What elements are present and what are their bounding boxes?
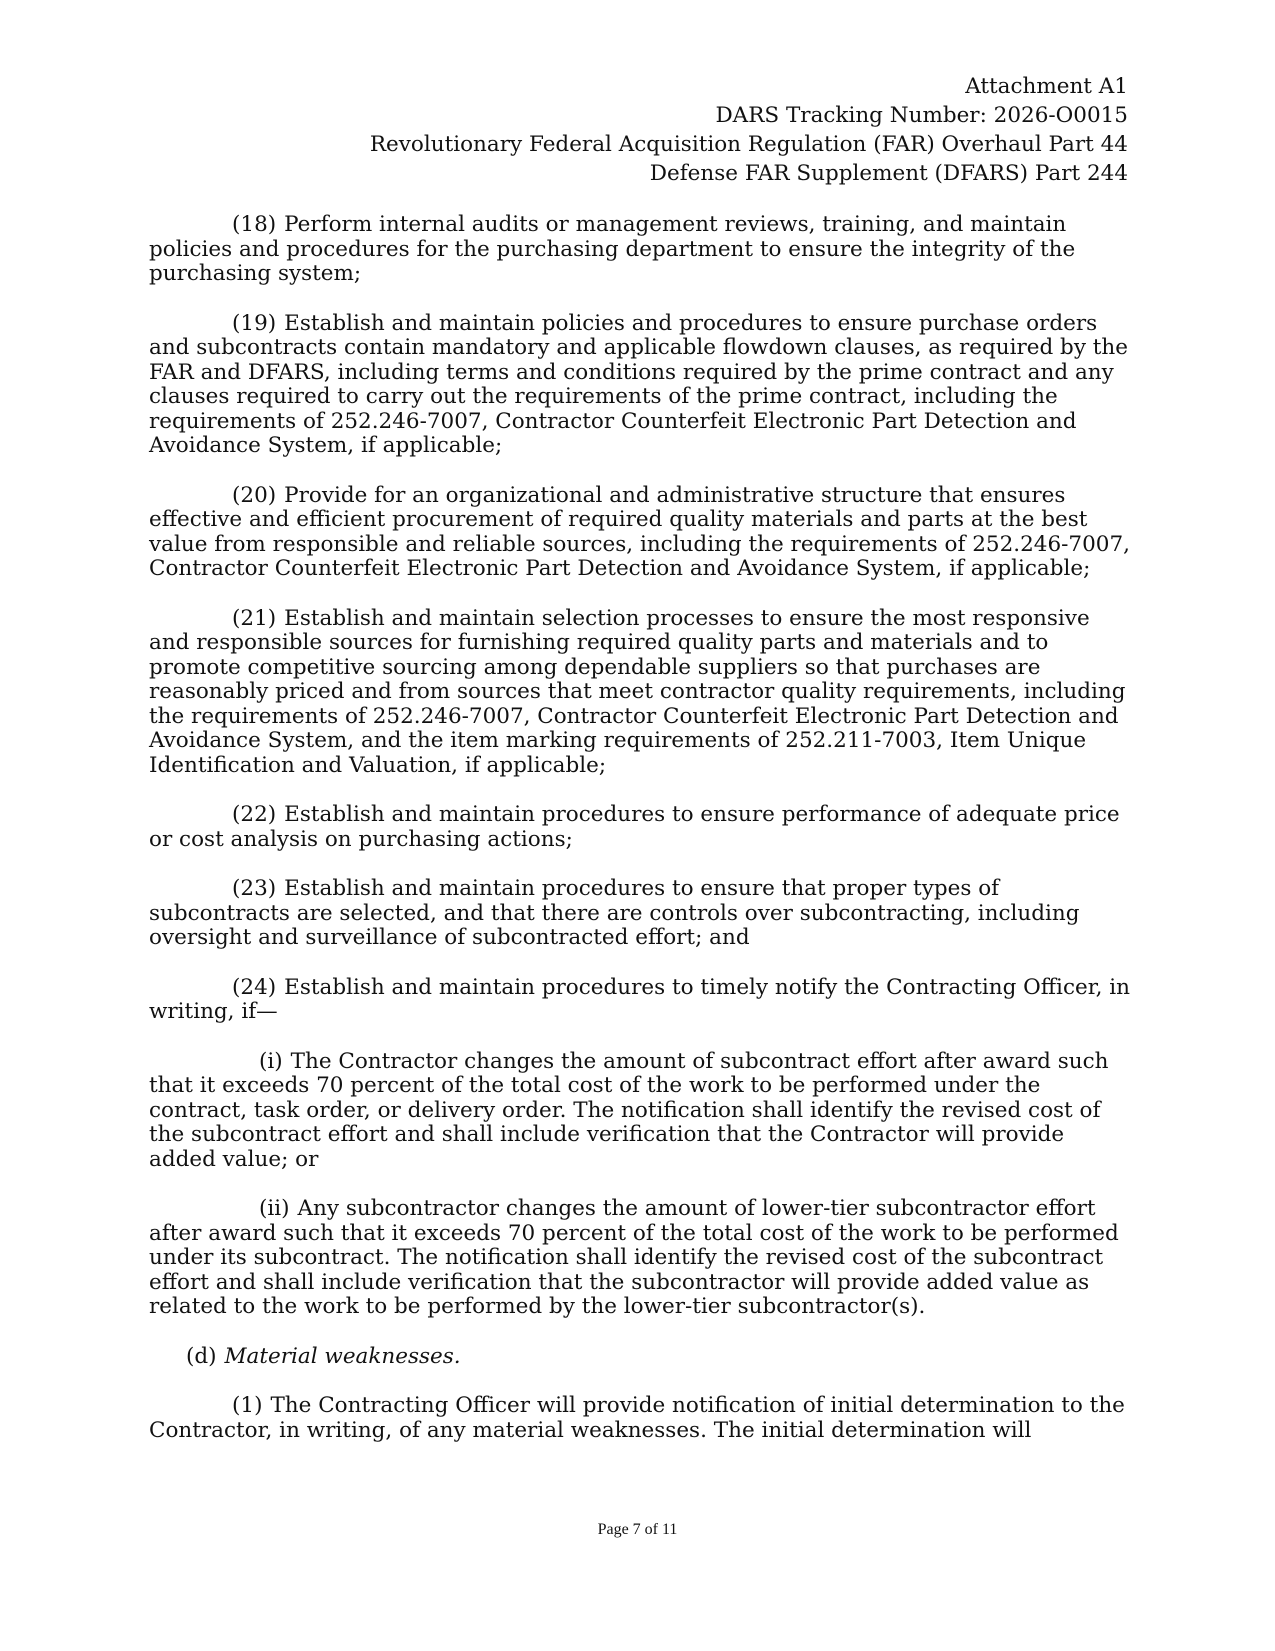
paragraph-text: Perform internal audits or management reviews, training, and maintain policies and procedures for the purchasing department to ensure the integrity of the purchasing system; <box>149 212 1076 286</box>
paragraph-text: Any subcontractor changes the amount of lower-tier subcontractor effort after award such that it exceeds 70 percent of the total cost of the work to be performed under its subcontract. The notification shall identify the revised cost of the subcontract effort and shall include verification that the subcontractor will provide added value as related to the work to be performed by the lower-tier subcontractor(s). <box>149 1196 1119 1319</box>
paragraph-number: (19) <box>232 310 277 336</box>
page-header <box>370 72 1128 188</box>
header-far-part: Revolutionary Federal Acquisition Regulation (FAR) Overhaul Part 44 <box>369 132 1128 157</box>
paragraph-number: (i) <box>259 1048 283 1074</box>
paragraph-text: The Contracting Officer will provide notification of initial determination to the Contractor, in writing, of any material weaknesses. The initial determination will <box>149 1393 1125 1443</box>
paragraph-text: Establish and maintain procedures to ensure performance of adequate price or cost analysis on purchasing actions; <box>149 802 1120 852</box>
section-heading-text: Material weaknesses. <box>224 1343 461 1369</box>
paragraph-number: (20) <box>232 482 277 508</box>
paragraph-19 <box>149 312 1131 459</box>
header-dfars-part: Defense FAR Supplement (DFARS) Part 244 <box>649 161 1128 186</box>
header-tracking-number: DARS Tracking Number: 2026-O0015 <box>715 103 1128 128</box>
paragraph-number: (18) <box>232 212 277 237</box>
header-attachment: Attachment A1 <box>965 74 1128 99</box>
paragraph-text: Establish and maintain procedures to timely notify the Contracting Officer, in writing, if— <box>149 974 1131 1024</box>
paragraph-number: (ii) <box>259 1196 290 1221</box>
paragraph-number: (23) <box>232 876 277 901</box>
paragraph-number: (d) <box>186 1343 217 1369</box>
paragraph-24 <box>149 976 1131 1025</box>
paragraph-1 <box>149 1394 1131 1443</box>
paragraph-number: (21) <box>232 605 277 631</box>
paragraph-22 <box>149 803 1131 852</box>
paragraph-18 <box>149 213 1131 287</box>
paragraph-number: (24) <box>232 974 277 1000</box>
paragraph-text: Establish and maintain procedures to ensure that proper types of subcontracts are selected, and that there are controls over subcontracting, including oversight and surveillance of subcontracted effort; and <box>149 876 1080 950</box>
paragraph-i <box>149 1050 1131 1173</box>
paragraph-23 <box>149 877 1131 951</box>
paragraph-text: Establish and maintain selection processes to ensure the most responsive and responsible sources for furnishing required quality parts and materials and to promote competitive sourcing among dependable suppliers so that purchases are reasonably priced and from sources that meet contractor quality requirements, including the requirements of 252.246-7007, Contractor Counterfeit Electronic Part Detection and Avoidance System, and the item marking requirements of 252.211-7003, Item Unique Identification and Valuation, if applicable; <box>149 605 1126 778</box>
paragraph-number: (1) <box>232 1393 263 1418</box>
paragraph-text: Establish and maintain policies and procedures to ensure purchase orders and subcontracts contain mandatory and applicable flowdown clauses, as required by the FAR and DFARS, including terms and conditions required by the prime contract and any clauses required to carry out the requirements of the prime contract, including the requirements of 252.246-7007, Contractor Counterfeit Electronic Part Detection and Avoidance System, if applicable; <box>149 310 1129 458</box>
paragraph-text: The Contractor changes the amount of subcontract effort after award such that it exceeds 70 percent of the total cost of the work to be performed under the contract, task order, or delivery order. The notification shall identify the revised cost of the subcontract effort and shall include verification that the Contractor will provide added value; or <box>149 1048 1109 1172</box>
paragraph-21 <box>149 607 1131 779</box>
paragraph-20 <box>149 484 1131 582</box>
paragraph-ii <box>149 1197 1131 1320</box>
paragraph-text: Provide for an organizational and administrative structure that ensures effective and efficient procurement of required quality materials and parts at the best value from responsible and reliable sources, including the requirements of 252.246-7007, Contractor Counterfeit Electronic Part Detection and Avoidance System, if applicable; <box>149 482 1130 581</box>
paragraph-number: (22) <box>232 802 277 827</box>
document-body <box>149 213 1131 1468</box>
section-heading-d <box>149 1345 1131 1370</box>
page-number: Page 7 of 11 <box>597 1521 678 1538</box>
